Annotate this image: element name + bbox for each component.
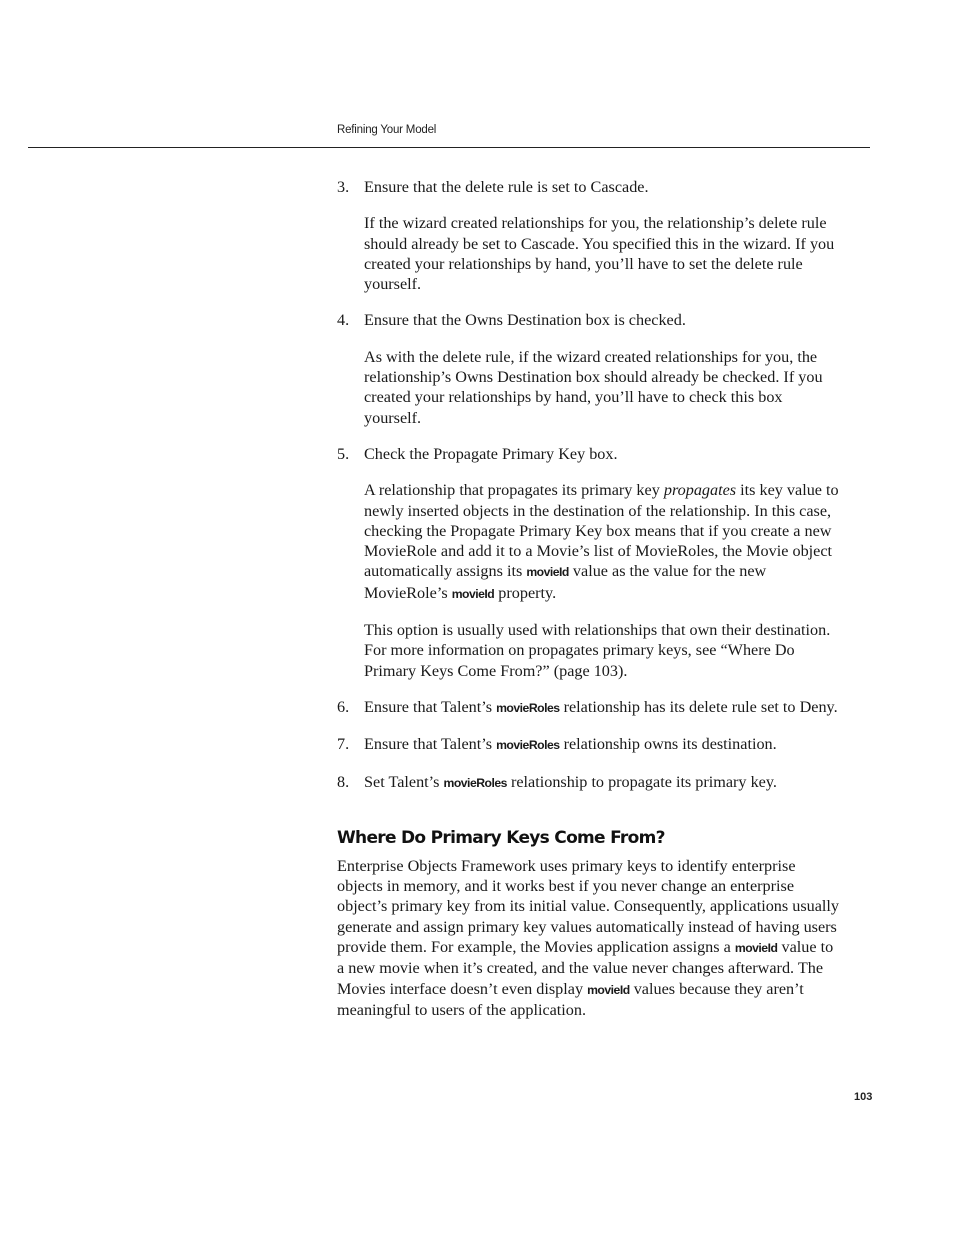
text-run: property. (494, 583, 557, 602)
code-term: movieRoles (496, 700, 560, 715)
step-text: Check the Propagate Primary Key box. (364, 444, 618, 463)
text-run: relationship owns its destination. (559, 735, 777, 754)
step-number: 3. (337, 178, 350, 196)
step-4-explanation: As with the delete rule, if the wizard created relationships for you, the relationship’s Owns Destination box should already be checked. If you created your relationships by hand, you’ll have to check this box yourself. (364, 347, 823, 427)
code-term: movieId (451, 586, 495, 601)
emphasis-text: propagates (663, 481, 737, 500)
section-body (337, 856, 843, 1020)
page-content (337, 177, 843, 1020)
code-term: movieRoles (496, 738, 560, 753)
step-3 (337, 177, 843, 197)
text-run: value to a new movie when it’s created, and the value never changes afterward. The Movies interface doesn’t even display (337, 938, 834, 998)
code-term: movieId (587, 982, 630, 997)
step-6 (337, 697, 843, 718)
page-number: 103 (854, 1091, 873, 1103)
step-3-explanation: If the wizard created relationships for you, the relationship’s delete rule should already be set to Cascade. You specified this in the wizard. If you created your relationships by hand, you’ll have to set the delete rule yourself. (364, 214, 835, 294)
text-run: relationship has its delete rule set to Deny. (559, 697, 838, 716)
step-5-note: This option is usually used with relationships that own their destination. For more information on propagates primary keys, see “Where Do Primary Keys Come From?” (page 103). (364, 621, 831, 680)
text-run: Enterprise Objects Framework uses primary keys to identify enterprise objects in memory, and it works best if you never change an enterprise object’s primary key from its initial value. Consequently, applications usually generate and assign primary key values automatically instead of having users provide them. For example, the Movies application assigns a (337, 856, 840, 957)
step-5-explanation (364, 480, 843, 604)
text-run: value as the value for the new MovieRole’s (364, 562, 767, 602)
text-run: relationship to propagate its primary key. (506, 772, 777, 791)
step-text: Ensure that the Owns Destination box is checked. (364, 311, 686, 330)
text-run: A relationship that propagates its primary key (364, 481, 664, 500)
text-run: Ensure that Talent’s (364, 697, 497, 716)
header-rule (28, 147, 870, 148)
running-head: Refining Your Model (337, 124, 437, 136)
step-7 (337, 734, 843, 755)
step-text: Ensure that the delete rule is set to Cascade. (364, 178, 649, 196)
text-run: Set Talent’s (364, 772, 444, 791)
step-number: 4. (337, 311, 350, 330)
text-run: Ensure that Talent’s (364, 735, 497, 754)
code-term: movieId (526, 565, 569, 580)
step-8 (337, 772, 843, 793)
code-term: movieRoles (443, 775, 507, 790)
section-heading: Where Do Primary Keys Come From? (337, 827, 665, 848)
step-number: 8. (337, 772, 350, 791)
text-run: values because they aren’t meaningful to users of the application. (337, 979, 804, 1019)
step-number: 6. (337, 697, 350, 716)
step-number: 5. (337, 444, 350, 463)
step-5 (337, 444, 843, 464)
code-term: movieId (734, 941, 778, 956)
step-4 (337, 310, 843, 330)
text-run: its key value to newly inserted objects in the destination of the relationship. In this case, checking the Propagate Primary Key box means that if you create a new MovieRole and add it to a Movie’s list of MovieRoles, the Movie object automatically assigns its (364, 481, 839, 581)
step-number: 7. (337, 735, 350, 754)
